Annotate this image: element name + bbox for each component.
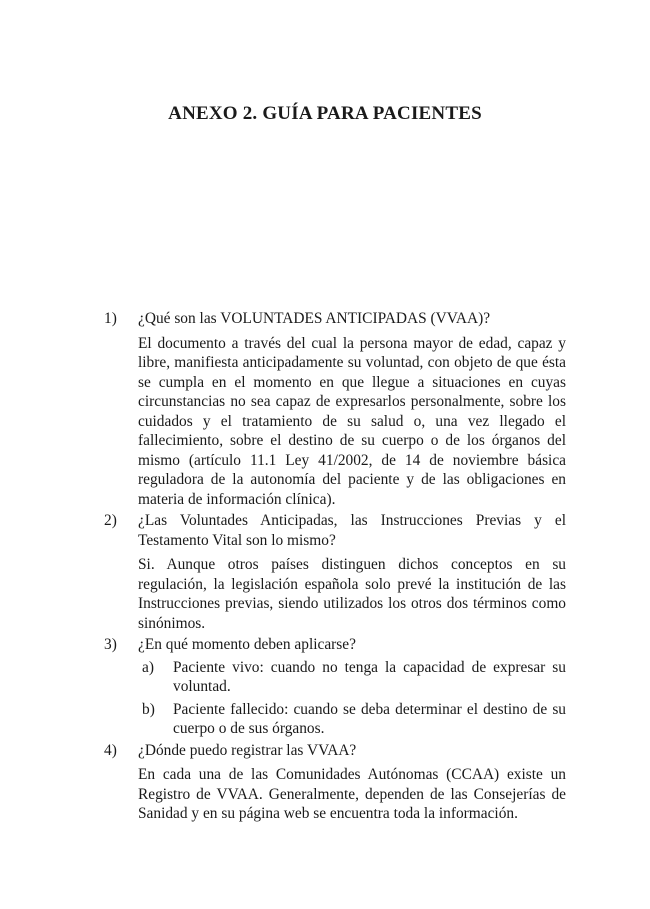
question-text: ¿Las Voluntades Anticipadas, las Instrucciones Previas y el Testamento Vital son lo mismo? — [138, 512, 566, 549]
answer-2: Si. Aunque otros países distinguen dichos conceptos en su regulación, la legislación española solo prevé la institución de las Instrucciones previas, siendo utilizados los otros dos términos como sinónimos. — [138, 556, 566, 632]
question-1 — [104, 309, 566, 329]
item-text: Paciente fallecido: cuando se deba determinar el destino de su cuerpo o de sus órganos. — [173, 700, 566, 737]
question-4 — [104, 741, 566, 761]
answer-3-item-b — [138, 700, 566, 739]
question-2 — [104, 511, 566, 550]
question-number: 2) — [104, 512, 117, 529]
question-text: ¿En qué momento deben aplicarse? — [138, 636, 356, 653]
question-number: 3) — [104, 636, 117, 653]
page-title: ANEXO 2. GUÍA PARA PACIENTES — [168, 103, 482, 124]
question-number: 1) — [104, 310, 117, 327]
question-number: 4) — [104, 741, 117, 759]
answer-4: En cada una de las Comunidades Autónomas (CCAA) existe un Registro de VVAA. Generalmente, dependen de las Consejerías de Sanidad y en su página web se encuentra toda la información. — [138, 766, 566, 822]
answer-1: El documento a través del cual la persona mayor de edad, capaz y libre, manifiesta anticipadamente su voluntad, con objeto de que ésta se cumpla en el momento en que llegue a situaciones en cuyas circunstancias no sea capaz de expresarlos personalmente, sobre los cuidados y el tratamiento de su salud o, una vez llegado el fallecimiento, sobre el destino de su cuerpo o de los órganos del mismo (artículo 11.1 Ley 41/2002, de 14 de noviembre básica reguladora de la autonomía del paciente y de las obligaciones en materia de información clínica). — [138, 334, 566, 508]
item-label: b) — [142, 700, 155, 718]
item-text: Paciente vivo: cuando no tenga la capacidad de expresar su voluntad. — [173, 658, 566, 695]
question-3 — [104, 635, 566, 655]
question-text: ¿Qué son las VOLUNTADES ANTICIPADAS (VVAA)? — [138, 310, 491, 327]
faq-list — [104, 309, 566, 824]
answer-3-item-a — [138, 658, 566, 697]
question-text: ¿Dónde puedo registrar las VVAA? — [138, 741, 357, 759]
item-label: a) — [142, 658, 154, 676]
